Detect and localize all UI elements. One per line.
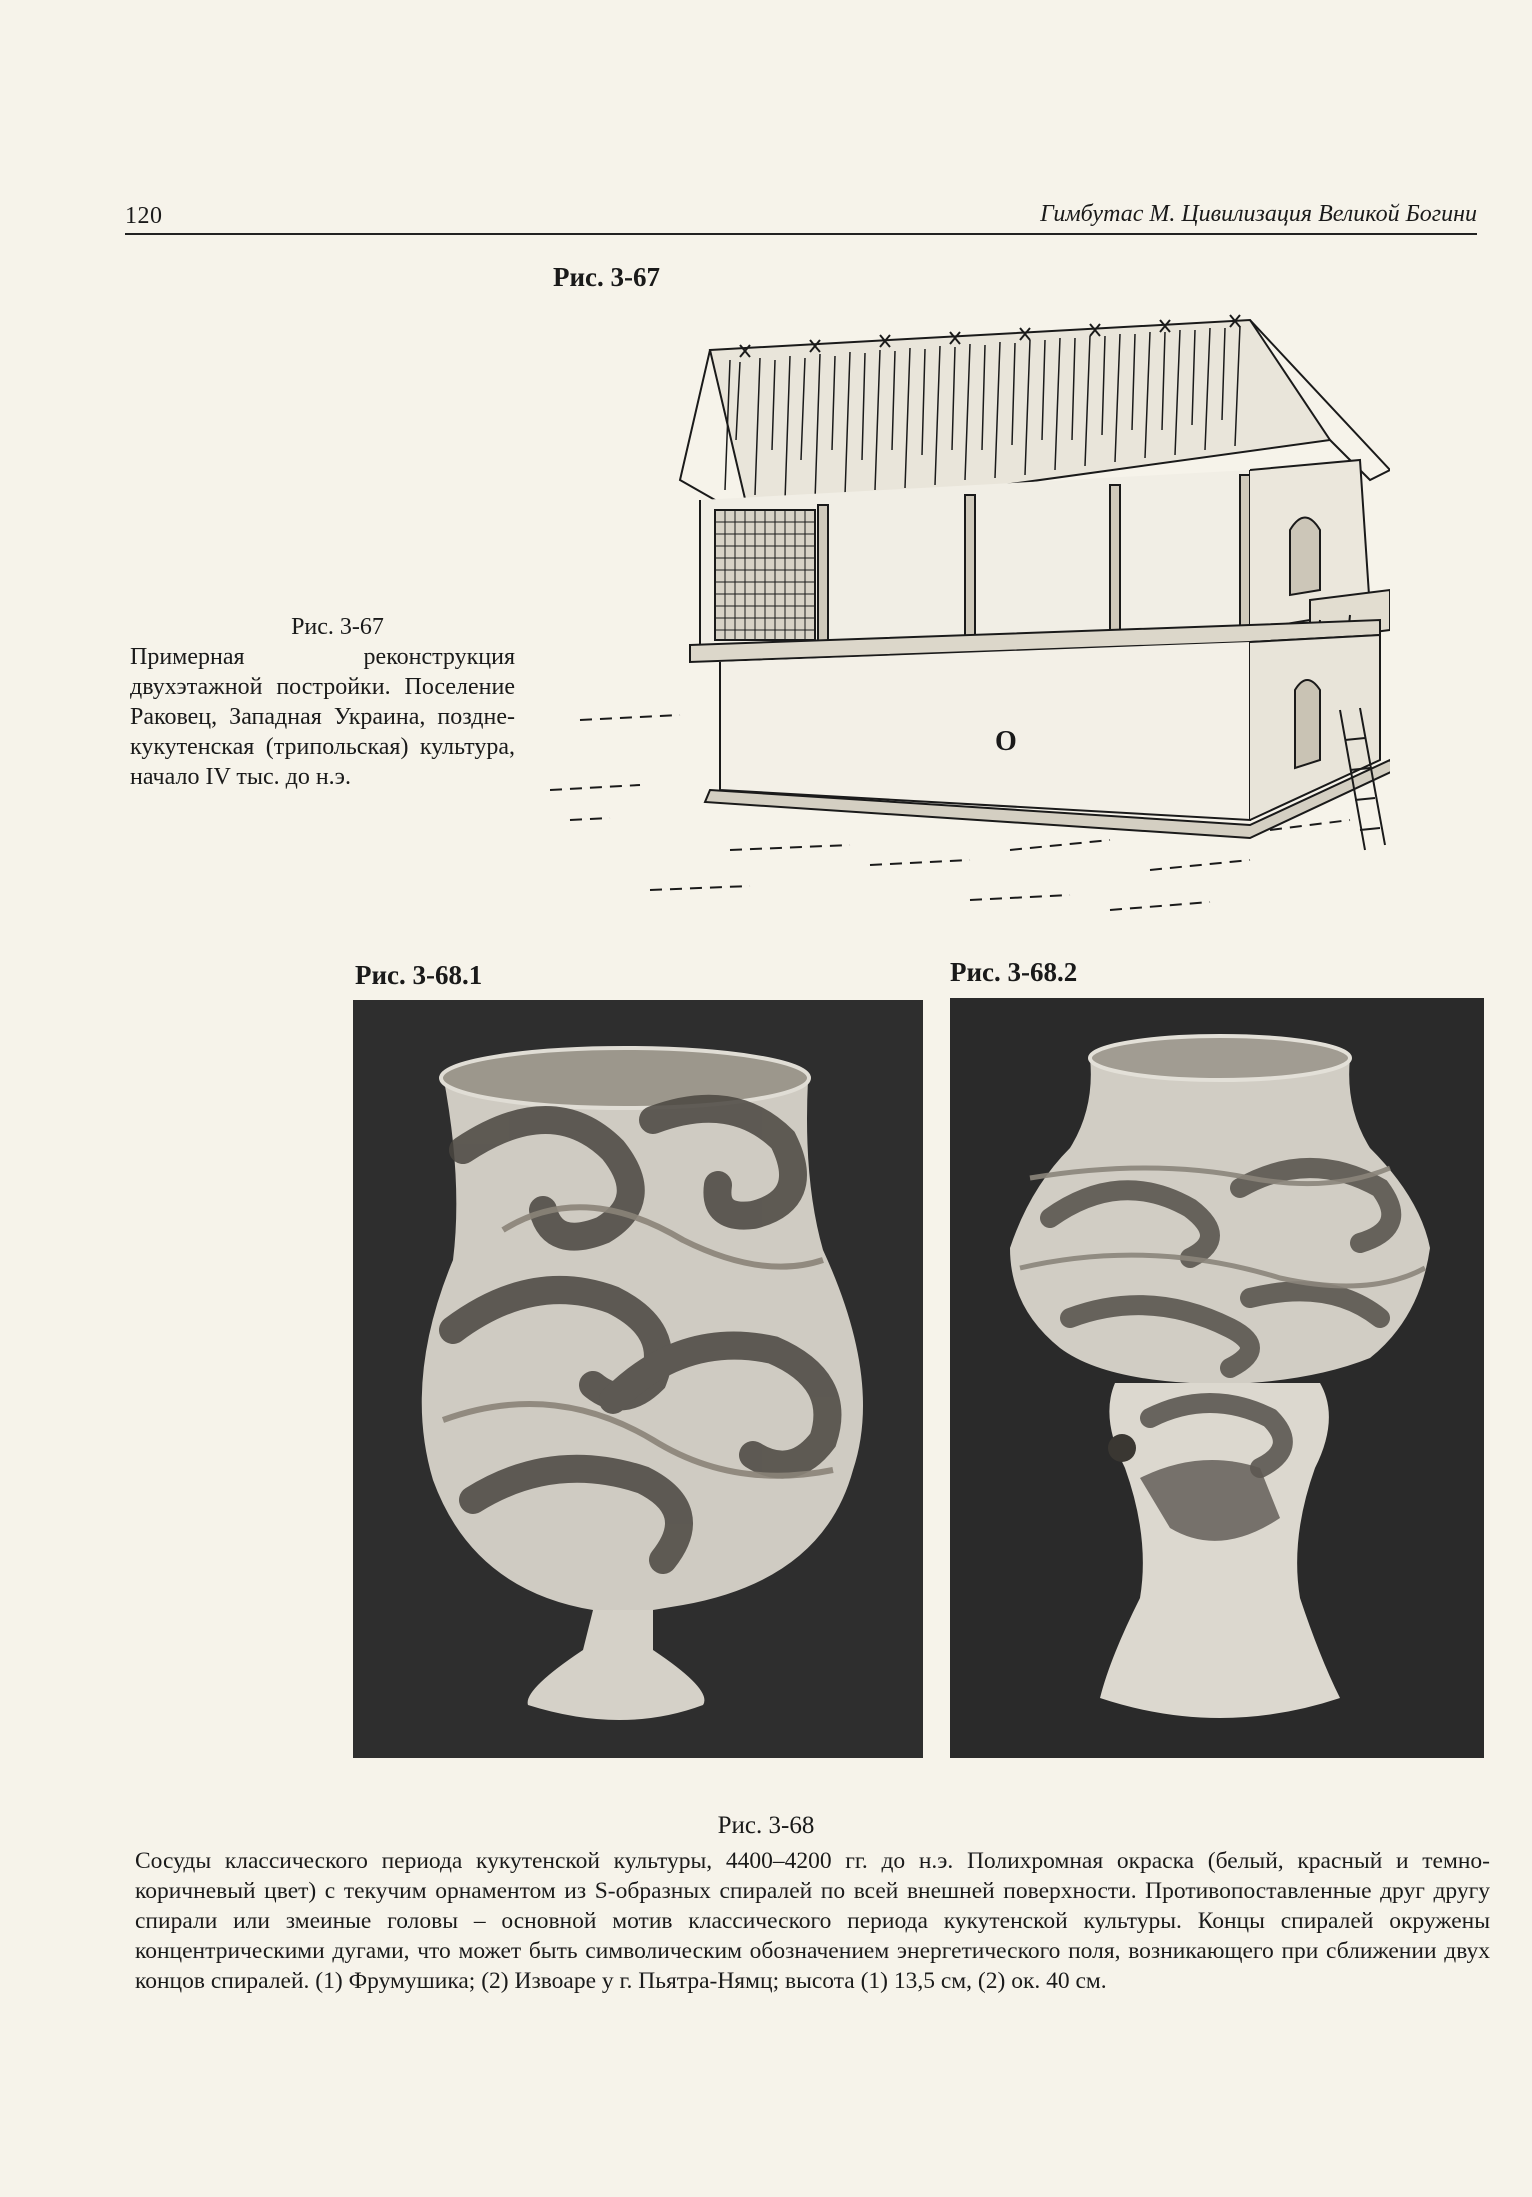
vessel-photo-2 [950, 998, 1484, 1758]
vessel-2-illustration [950, 998, 1484, 1758]
figure-label-3-68-2: Рис. 3-68.2 [950, 957, 1078, 987]
caption-3-68-text: Сосуды классического периода кукутенской культуры, 4400–4200 гг. до н.э. Полихромная окраска (белый, красный и темно-коричневый цвет) с текучим орнаментом из S-образных спиралей по всей внешней поверхности. Противопоставленные друг другу спирали или змеиные головы – основной мотив классического периода кукутенской культуры. Концы спиралей окружены концентрическими дугами, что может быть символическим обозначением энергетического поля, возникающего при сближении двух концов спиралей. (1) Фрумушика; (2) Извоаре у г. Пьятра-Нямц; высота (1) 13,5 см, (2) ок. 40 см. [135, 1848, 1490, 1994]
running-title: Гимбутас М. Цивилизация Великой Богини [1040, 201, 1477, 227]
caption-3-67 [130, 612, 515, 792]
caption-3-67-title: Рис. 3-67 [291, 614, 384, 640]
house-reconstruction-drawing [550, 290, 1390, 945]
house-illustration [550, 290, 1390, 945]
figure-label-3-68-1: Рис. 3-68.1 [355, 960, 483, 990]
vessel-photo-1 [353, 1000, 923, 1758]
caption-3-68-title: Рис. 3-68 [717, 1812, 815, 1839]
vessel-1-illustration [353, 1000, 923, 1758]
page-number: 120 [125, 203, 163, 229]
header-rule [125, 233, 1477, 235]
figure-label-3-67: Рис. 3-67 [553, 262, 661, 292]
caption-3-67-text: Примерная реконструкция двухэтажной постройки. Поселение Раковец, Западная Украина, позднекукутенская (трипольская) культура, начало IV тыс. до н.э. [130, 644, 515, 790]
house-door-letter: О [995, 726, 1017, 757]
